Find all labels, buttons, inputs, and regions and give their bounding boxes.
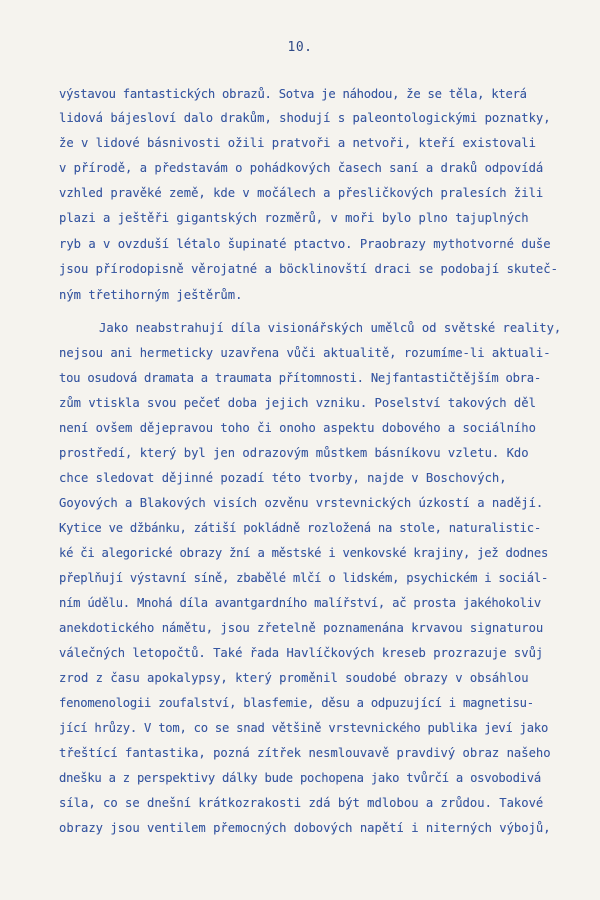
text-line: plazi a ještěři gigantských rozměrů, v moři bylo plno tajuplných — [59, 211, 529, 225]
text-line: prostředí, který byl jen odrazovým můstkem básníkovu vzletu. Kdo — [59, 446, 529, 460]
text-line: Goyových a Blakových visích ozvěnu vrstevnických úzkostí a nadějí. — [59, 496, 544, 510]
text-line: ryb a v ovzduší létalo šupinaté ptactvo. Praobrazy mythotvorné duše — [59, 237, 551, 251]
text-line: nejsou ani hermeticky uzavřena vůči aktualitě, rozumíme-li aktuali- — [59, 346, 551, 360]
text-line: že v lidové básnivosti ožili pratvoři a netvoři, kteří existovali — [59, 136, 536, 150]
text-line: v přírodě, a představám o pohádkových časech saní a draků odpovídá — [59, 161, 544, 175]
text-line: výstavou fantastických obrazů. Sotva je náhodou, že se těla, která — [59, 87, 527, 101]
text-line: jící hrůzy. V tom, co se snad většině vrstevnického publika jeví jako — [59, 721, 549, 735]
text-line: fenomenologii zoufalství, blasfemie, děsu a odpuzující i magnetisu- — [59, 696, 534, 710]
text-line: anekdotického námětu, jsou zřetelně poznamenána krvavou signaturou — [59, 621, 544, 635]
text-line: ním údělu. Mnohá díla avantgardního malířství, ač prosta jakéhokoliv — [59, 596, 541, 610]
text-line: vzhled pravěké země, kde v močálech a přesličkových pralesích žili — [59, 186, 544, 200]
text-line: tou osudová dramata a traumata přítomnosti. Nejfantastičtějším obra- — [59, 371, 541, 385]
text-line: zům vtiskla svou pečeť doba jejich vzniku. Poselství takových děl — [59, 396, 536, 410]
text-line: válečných letopočtů. Také řada Havlíčkových kreseb prozrazuje svůj — [59, 646, 544, 660]
text-line: ným třetihorným ještěrům. — [59, 288, 243, 302]
paragraph-first-line: Jako neabstrahují díla visionářských umělců od světské reality, — [99, 321, 562, 335]
text-line: není ovšem dějepravou toho či onoho aspektu dobového a sociálního — [59, 421, 536, 435]
text-line: síla, co se dnešní krátkozrakosti zdá být mdlobou a zrůdou. Takové — [59, 796, 544, 810]
text-line: Kytice ve džbánku, zátiší pokládně rozložená na stole, naturalistic- — [59, 521, 541, 535]
text-line: třeštící fantastika, pozná zítřek nesmlouvavě pravdivý obraz našeho — [59, 746, 551, 760]
text-line: přeplňují výstavní síně, zbabělé mlčí o lidském, psychickém i sociál- — [59, 571, 549, 585]
text-line: ké či alegorické obrazy žní a městské i venkovské krajiny, jež dodnes — [59, 546, 549, 560]
text-line: jsou přírodopisně věrojatné a böcklinovští draci se podobají skuteč- — [59, 262, 558, 276]
text-line: dnešku a z perspektivy dálky bude pochopena jako tvůrčí a osvobodivá — [59, 771, 541, 785]
text-line: zrod z času apokalypsy, který proměnil soudobé obrazy v obsáhlou — [59, 671, 529, 685]
text-line: lidová bájesloví dalo drakům, shodují s paleontologickými poznatky, — [59, 111, 551, 125]
page-number: 10. — [287, 40, 313, 55]
text-line: chce sledovat dějinné pozadí této tvorby, najde v Boschových, — [59, 471, 507, 485]
text-line: obrazy jsou ventilem přemocných dobových napětí i niterných výbojů, — [59, 821, 551, 835]
